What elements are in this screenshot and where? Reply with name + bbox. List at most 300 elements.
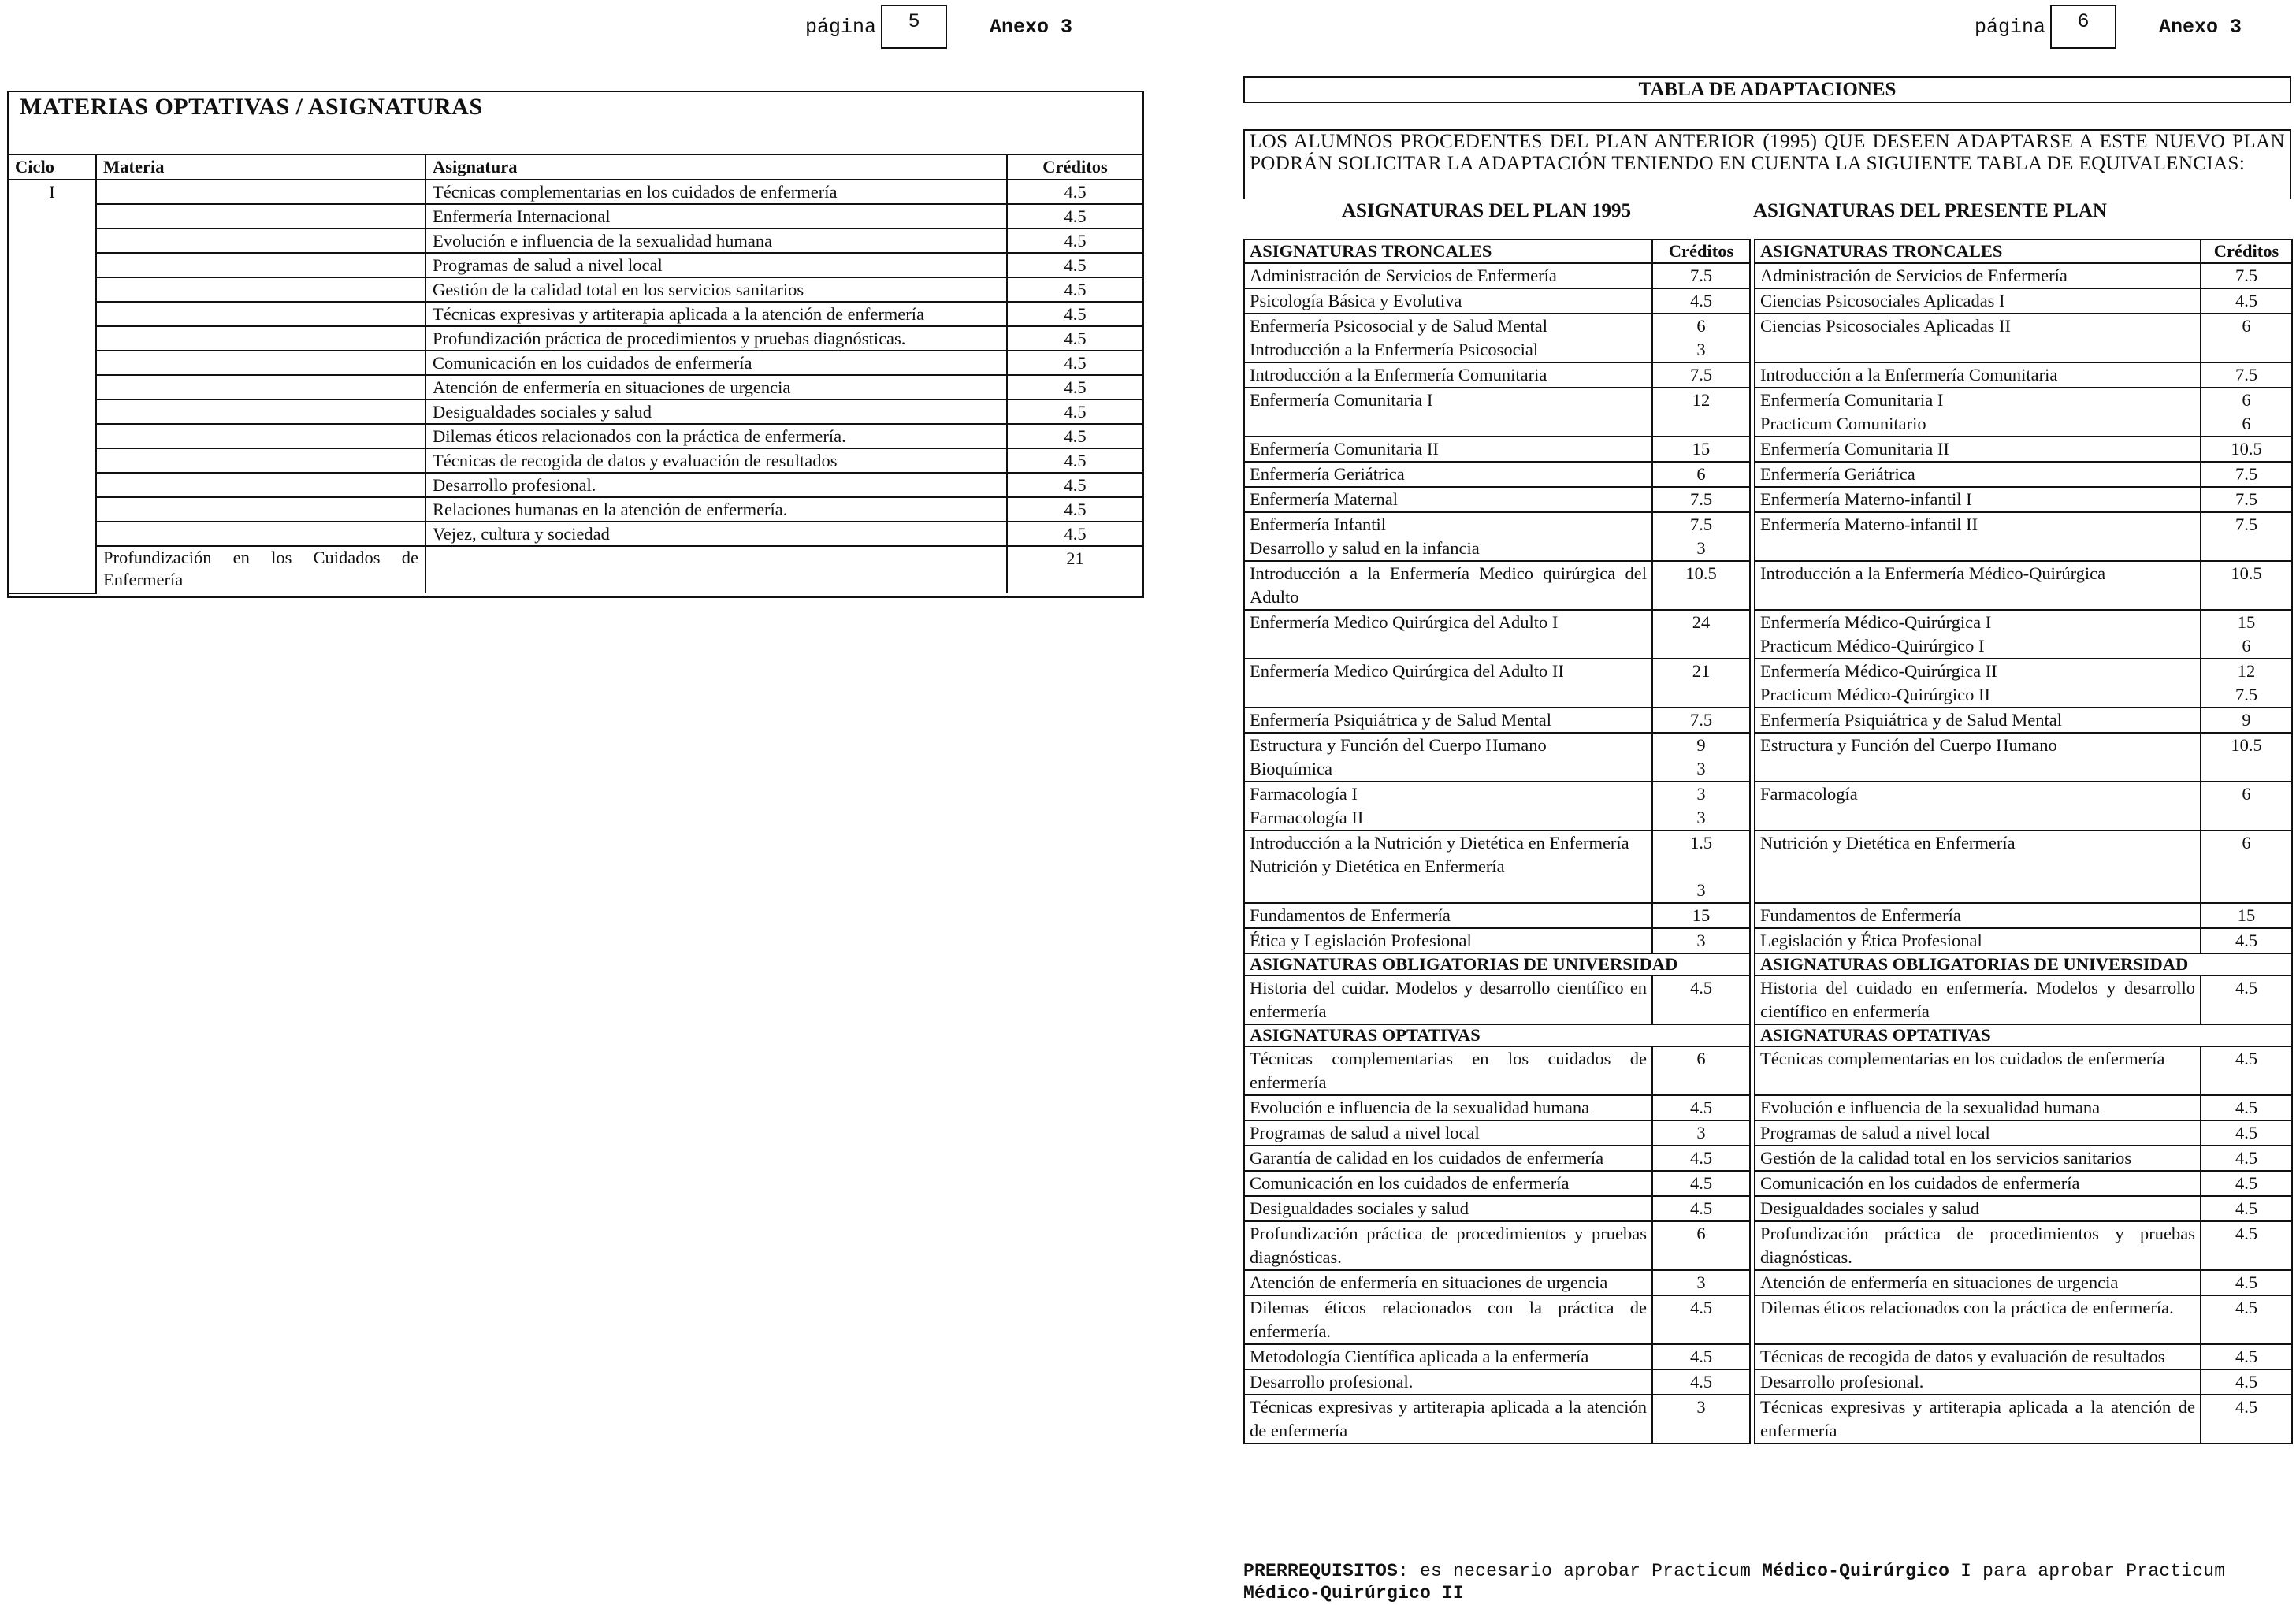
new-credits: 4.5 xyxy=(2235,1198,2258,1218)
page-number-box: 5 xyxy=(881,5,947,49)
new-subject: Comunicación en los cuidados de enfermería xyxy=(1760,1173,2080,1193)
old-credits: 4.5 xyxy=(1689,1198,1713,1218)
materia-cell xyxy=(96,375,425,399)
new-credits: 4.5 xyxy=(2235,1123,2258,1142)
adaptacion-row xyxy=(1244,830,2292,903)
materia-cell xyxy=(96,277,425,302)
old-credits: 6 xyxy=(1696,1224,1706,1243)
optativas-row xyxy=(9,326,1142,351)
creditos-cell: 4.5 xyxy=(1007,399,1142,424)
old-credits: 3 xyxy=(1696,538,1706,558)
new-subject-cell xyxy=(1755,1221,2201,1270)
header-old-creditos: Créditos xyxy=(1652,240,1750,263)
new-subject: Enfermería Médico-Quirúrgica I xyxy=(1760,612,1992,632)
new-subject: Legislación y Ética Profesional xyxy=(1760,931,1982,950)
old-credits: 1.5 xyxy=(1689,833,1713,853)
new-credits-cell xyxy=(2201,830,2292,903)
new-subject-cell xyxy=(1755,362,2201,388)
old-subject-cell xyxy=(1244,1295,1652,1344)
old-credits-cell xyxy=(1652,733,1750,782)
old-credits-cell xyxy=(1652,928,1750,953)
adaptacion-row xyxy=(1244,288,2292,314)
adaptacion-row xyxy=(1244,388,2292,437)
new-subject: Técnicas complementarias en los cuidados de enfermería xyxy=(1760,1049,2165,1068)
new-credits-cell xyxy=(2201,462,2292,487)
new-credits-cell xyxy=(2201,975,2292,1024)
new-credits-cell xyxy=(2201,1095,2292,1120)
new-credits-cell xyxy=(2201,928,2292,953)
new-subject: Introducción a la Enfermería Médico-Quirúrgica xyxy=(1760,563,2106,583)
new-credits: 6 xyxy=(2242,833,2251,853)
new-subject-cell xyxy=(1755,1295,2201,1344)
new-credits: 4.5 xyxy=(2235,1098,2258,1117)
new-subject: Programas de salud a nivel local xyxy=(1760,1123,1990,1142)
creditos-cell: 4.5 xyxy=(1007,277,1142,302)
header-new-troncales: ASIGNATURAS TRONCALES xyxy=(1755,240,2201,263)
old-subject: Introducción a la Enfermería Psicosocial xyxy=(1250,340,1539,359)
section-heading-old: ASIGNATURAS OPTATIVAS xyxy=(1244,1024,1750,1046)
new-subject-cell xyxy=(1755,1146,2201,1171)
optativas-row xyxy=(9,277,1142,302)
old-credits: 4.5 xyxy=(1689,291,1713,310)
adaptacion-row xyxy=(1244,362,2292,388)
right-page-header xyxy=(1975,5,2242,49)
creditos-cell: 4.5 xyxy=(1007,448,1142,473)
new-credits: 7.5 xyxy=(2235,266,2258,285)
old-subject: Enfermería Medico Quirúrgica del Adulto I xyxy=(1250,612,1559,632)
optativas-row xyxy=(9,448,1142,473)
old-credits-cell xyxy=(1652,437,1750,462)
adaptaciones-title: TABLA DE ADAPTACIONES xyxy=(1243,76,2291,103)
new-credits-cell xyxy=(2201,1146,2292,1171)
old-credits: 4.5 xyxy=(1689,978,1713,998)
asignatura-cell: Vejez, cultura y sociedad xyxy=(425,522,1007,546)
creditos-cell: 4.5 xyxy=(1007,522,1142,546)
new-subject-cell xyxy=(1755,708,2201,733)
old-credits: 3 xyxy=(1696,880,1706,900)
adaptaciones-intro: LOS ALUMNOS PROCEDENTES DEL PLAN ANTERIOR (1995) QUE DESEEN ADAPTARSE A ESTE NUEVO PLAN PODRÁN SOLICITAR LA ADAPTACIÓN TENIENDO EN CUENTA LA SIGUIENTE TABLA DE EQUIVALENCIAS: xyxy=(1243,129,2291,199)
new-subject: Enfermería Materno-infantil II xyxy=(1760,515,1978,534)
new-credits-cell xyxy=(2201,659,2292,708)
old-credits: 4.5 xyxy=(1689,1372,1713,1391)
asignatura-cell: Desarrollo profesional. xyxy=(425,473,1007,497)
old-subject-cell xyxy=(1244,1046,1652,1095)
optativas-section xyxy=(7,91,1144,598)
materia-cell xyxy=(96,399,425,424)
old-credits: 4.5 xyxy=(1689,1298,1713,1317)
new-credits: 6 xyxy=(2242,414,2251,433)
old-credits: 3 xyxy=(1696,808,1706,827)
asignatura-cell: Dilemas éticos relacionados con la práctica de enfermería. xyxy=(425,424,1007,448)
left-page-header xyxy=(805,5,1072,49)
optativas-row xyxy=(9,228,1142,253)
new-subject-cell xyxy=(1755,1369,2201,1395)
new-subject-cell xyxy=(1755,388,2201,437)
new-subject: Practicum Médico-Quirúrgico II xyxy=(1760,685,1990,704)
new-credits: 6 xyxy=(2242,636,2251,656)
creditos-cell: 4.5 xyxy=(1007,253,1142,277)
new-credits-cell xyxy=(2201,1295,2292,1344)
adaptacion-row xyxy=(1244,512,2292,561)
new-subject-cell xyxy=(1755,462,2201,487)
optativas-row xyxy=(9,204,1142,228)
new-subject: Enfermería Psiquiátrica y de Salud Mental xyxy=(1760,710,2063,730)
materia-cell xyxy=(96,253,425,277)
old-subject: Farmacología I xyxy=(1250,784,1358,804)
section-heading-new: ASIGNATURAS OPTATIVAS xyxy=(1755,1024,2292,1046)
old-credits: 3 xyxy=(1696,784,1706,804)
old-credits-cell xyxy=(1652,830,1750,903)
old-subject: Comunicación en los cuidados de enfermería xyxy=(1250,1173,1570,1193)
header-creditos: Créditos xyxy=(1007,154,1142,180)
old-credits: 4.5 xyxy=(1689,1148,1713,1168)
old-subject: Evolución e influencia de la sexualidad humana xyxy=(1250,1098,1590,1117)
materia-cell xyxy=(96,351,425,375)
old-credits-cell xyxy=(1652,388,1750,437)
adaptacion-row xyxy=(1244,708,2292,733)
old-credits: 7.5 xyxy=(1689,489,1713,509)
old-subject: Estructura y Función del Cuerpo Humano xyxy=(1250,735,1547,755)
page-label: página xyxy=(1975,15,2046,39)
new-subject-cell xyxy=(1755,1046,2201,1095)
obligatorias-heading-row xyxy=(1244,953,2292,975)
old-subject: Psicología Básica y Evolutiva xyxy=(1250,291,1462,310)
old-subject: Historia del cuidar. Modelos y desarrollo científico en enfermería xyxy=(1250,978,1647,1021)
new-subject: Atención de enfermería en situaciones de urgencia xyxy=(1760,1272,2119,1292)
adaptacion-row xyxy=(1244,610,2292,659)
creditos-cell: 4.5 xyxy=(1007,204,1142,228)
adaptacion-row xyxy=(1244,733,2292,782)
old-credits: 6 xyxy=(1696,316,1706,336)
adaptacion-row xyxy=(1244,1221,2292,1270)
new-subject-cell xyxy=(1755,1344,2201,1369)
old-subject-cell xyxy=(1244,1120,1652,1146)
materia-cell xyxy=(96,228,425,253)
materia-cell xyxy=(96,448,425,473)
prerequisitos-note xyxy=(1243,1560,2296,1604)
old-subject-cell xyxy=(1244,1395,1652,1443)
materia-cell xyxy=(96,180,425,204)
old-subject: Enfermería Medico Quirúrgica del Adulto II xyxy=(1250,661,1564,681)
old-credits: 3 xyxy=(1696,1123,1706,1142)
adaptacion-row xyxy=(1244,1270,2292,1295)
materia-cell xyxy=(96,522,425,546)
optativas-row xyxy=(9,253,1142,277)
new-subject: Enfermería Comunitaria I xyxy=(1760,390,1944,410)
new-subject-cell xyxy=(1755,561,2201,610)
adaptacion-row xyxy=(1244,1395,2292,1443)
materia-cell xyxy=(96,302,425,326)
old-credits: 4.5 xyxy=(1689,1098,1713,1117)
adaptacion-row xyxy=(1244,659,2292,708)
new-credits: 4.5 xyxy=(2235,291,2258,310)
old-subject: Enfermería Psiquiátrica y de Salud Mental xyxy=(1250,710,1552,730)
old-credits-cell xyxy=(1652,288,1750,314)
old-subject-cell xyxy=(1244,561,1652,610)
creditos-cell: 4.5 xyxy=(1007,497,1142,522)
optativas-row xyxy=(9,180,1142,204)
old-credits-cell xyxy=(1652,782,1750,830)
adaptacion-row xyxy=(1244,1095,2292,1120)
new-credits-cell xyxy=(2201,314,2292,362)
adaptacion-row xyxy=(1244,782,2292,830)
new-subject-cell xyxy=(1755,782,2201,830)
adaptacion-row xyxy=(1244,487,2292,512)
optativas-table xyxy=(9,154,1142,594)
adaptacion-row xyxy=(1244,975,2292,1024)
old-credits: 6 xyxy=(1696,464,1706,484)
old-subject: Introducción a la Enfermería Medico quirúrgica del Adulto xyxy=(1250,563,1647,607)
new-subject-cell xyxy=(1755,1171,2201,1196)
old-credits-cell xyxy=(1652,512,1750,561)
new-subject: Ciencias Psicosociales Aplicadas I xyxy=(1760,291,2005,310)
old-subject: Farmacología II xyxy=(1250,808,1364,827)
new-subject-cell xyxy=(1755,659,2201,708)
optativas-row xyxy=(9,473,1142,497)
creditos-cell: 4.5 xyxy=(1007,424,1142,448)
adaptaciones-header-row xyxy=(1244,240,2292,263)
new-credits: 4.5 xyxy=(2235,1224,2258,1243)
new-credits: 4.5 xyxy=(2235,1397,2258,1417)
asignatura-cell: Comunicación en los cuidados de enfermería xyxy=(425,351,1007,375)
old-subject: Fundamentos de Enfermería xyxy=(1250,905,1451,925)
old-subject-cell xyxy=(1244,733,1652,782)
annex-label: Anexo 3 xyxy=(990,15,1073,39)
header-old-troncales: ASIGNATURAS TRONCALES xyxy=(1244,240,1652,263)
new-subject-cell xyxy=(1755,1095,2201,1120)
new-subject: Profundización práctica de procedimientos y pruebas diagnósticas. xyxy=(1760,1224,2195,1267)
new-credits-cell xyxy=(2201,512,2292,561)
new-credits: 15 xyxy=(2237,905,2256,925)
old-credits: 3 xyxy=(1696,1272,1706,1292)
old-subject-cell xyxy=(1244,708,1652,733)
asignatura-cell: Técnicas complementarias en los cuidados de enfermería xyxy=(425,180,1007,204)
creditos-cell: 4.5 xyxy=(1007,302,1142,326)
old-credits: 15 xyxy=(1692,905,1711,925)
new-subject-cell xyxy=(1755,487,2201,512)
new-credits-cell xyxy=(2201,1344,2292,1369)
old-credits-cell xyxy=(1652,1270,1750,1295)
old-subject-cell xyxy=(1244,830,1652,903)
old-credits: 12 xyxy=(1692,390,1711,410)
optativas-title: MATERIAS OPTATIVAS / ASIGNATURAS xyxy=(20,94,483,120)
new-credits: 4.5 xyxy=(2235,1049,2258,1068)
new-subject: Administración de Servicios de Enfermería xyxy=(1760,266,2068,285)
old-subject: Administración de Servicios de Enfermería xyxy=(1250,266,1557,285)
materia-cell xyxy=(96,424,425,448)
asignatura-cell: Desigualdades sociales y salud xyxy=(425,399,1007,424)
old-subject: Enfermería Infantil xyxy=(1250,515,1387,534)
old-credits-cell xyxy=(1652,975,1750,1024)
header-new-creditos: Créditos xyxy=(2201,240,2292,263)
new-subject-cell xyxy=(1755,830,2201,903)
new-credits: 6 xyxy=(2242,390,2251,410)
old-subject: Enfermería Comunitaria II xyxy=(1250,439,1439,459)
new-credits: 7.5 xyxy=(2235,515,2258,534)
new-subject-cell xyxy=(1755,437,2201,462)
adaptacion-row xyxy=(1244,561,2292,610)
new-subject-cell xyxy=(1755,512,2201,561)
old-credits-cell xyxy=(1652,1395,1750,1443)
new-subject: Fundamentos de Enfermería xyxy=(1760,905,1961,925)
old-subject-cell xyxy=(1244,1095,1652,1120)
new-credits: 6 xyxy=(2242,784,2251,804)
adaptacion-row xyxy=(1244,1196,2292,1221)
new-credits: 10.5 xyxy=(2231,439,2262,459)
new-credits: 7.5 xyxy=(2235,365,2258,385)
old-credits-cell xyxy=(1652,1295,1750,1344)
old-subject-cell xyxy=(1244,437,1652,462)
old-subject: Profundización práctica de procedimientos y pruebas diagnósticas. xyxy=(1250,1224,1647,1267)
adaptacion-row xyxy=(1244,437,2292,462)
new-subject-cell xyxy=(1755,1196,2201,1221)
adaptacion-row xyxy=(1244,1295,2292,1344)
prerequisitos-text-2: I para aprobar Practicum xyxy=(1949,1561,2226,1581)
old-credits-cell xyxy=(1652,1369,1750,1395)
old-subject-cell xyxy=(1244,1369,1652,1395)
new-credits-cell xyxy=(2201,388,2292,437)
new-subject: Practicum Médico-Quirúrgico I xyxy=(1760,636,1985,656)
old-subject-cell xyxy=(1244,659,1652,708)
old-subject-cell xyxy=(1244,362,1652,388)
old-subject: Desigualdades sociales y salud xyxy=(1250,1198,1469,1218)
new-credits-cell xyxy=(2201,1369,2292,1395)
adaptacion-row xyxy=(1244,462,2292,487)
old-credits-cell xyxy=(1652,1221,1750,1270)
old-subject-cell xyxy=(1244,782,1652,830)
old-subject: Ética y Legislación Profesional xyxy=(1250,931,1472,950)
optativas-row xyxy=(9,375,1142,399)
old-subject-cell xyxy=(1244,1270,1652,1295)
new-credits-cell xyxy=(2201,1171,2292,1196)
materia-cell xyxy=(96,497,425,522)
prerequisitos-text-1: : es necesario aprobar Practicum xyxy=(1398,1561,1763,1581)
new-subject-cell xyxy=(1755,975,2201,1024)
old-credits-cell xyxy=(1652,708,1750,733)
new-subject-cell xyxy=(1755,314,2201,362)
new-subject-cell xyxy=(1755,263,2201,288)
old-credits: 4.5 xyxy=(1689,1173,1713,1193)
new-subject: Desarrollo profesional. xyxy=(1760,1372,1924,1391)
old-subject: Programas de salud a nivel local xyxy=(1250,1123,1480,1142)
optativas-row xyxy=(9,497,1142,522)
old-credits: 3 xyxy=(1696,340,1706,359)
section-heading-old: ASIGNATURAS OBLIGATORIAS DE UNIVERSIDAD xyxy=(1244,953,1750,975)
old-subject: Enfermería Comunitaria I xyxy=(1250,390,1433,410)
new-credits-cell xyxy=(2201,561,2292,610)
old-credits: 7.5 xyxy=(1689,365,1713,385)
section-heading-new: ASIGNATURAS OBLIGATORIAS DE UNIVERSIDAD xyxy=(1755,953,2292,975)
new-credits-cell xyxy=(2201,1196,2292,1221)
new-credits: 4.5 xyxy=(2235,1173,2258,1193)
optativas-row xyxy=(9,522,1142,546)
old-subject: Dilemas éticos relacionados con la práctica de enfermería. xyxy=(1250,1298,1647,1341)
new-credits-cell xyxy=(2201,1395,2292,1443)
new-subject: Evolución e influencia de la sexualidad humana xyxy=(1760,1098,2101,1117)
asignatura-cell: Programas de salud a nivel local xyxy=(425,253,1007,277)
old-credits-cell xyxy=(1652,263,1750,288)
optativas-materia-row xyxy=(9,546,1142,593)
asignatura-cell: Enfermería Internacional xyxy=(425,204,1007,228)
header-asignatura: Asignatura xyxy=(425,154,1007,180)
new-subject: Nutrición y Dietética en Enfermería xyxy=(1760,833,2016,853)
new-credits-cell xyxy=(2201,610,2292,659)
new-subject-cell xyxy=(1755,733,2201,782)
old-credits-cell xyxy=(1652,1171,1750,1196)
creditos-cell: 4.5 xyxy=(1007,180,1142,204)
new-credits: 6 xyxy=(2242,316,2251,336)
plan-1995-heading: ASIGNATURAS DEL PLAN 1995 xyxy=(1342,200,1631,221)
old-credits: 6 xyxy=(1696,1049,1706,1068)
prerequisitos-bold-2: Médico-Quirúrgico II xyxy=(1243,1583,1465,1603)
new-credits-cell xyxy=(2201,1120,2292,1146)
creditos-cell: 4.5 xyxy=(1007,326,1142,351)
adaptacion-row xyxy=(1244,1046,2292,1095)
old-subject: Técnicas complementarias en los cuidados de enfermería xyxy=(1250,1049,1647,1092)
optativas-row xyxy=(9,424,1142,448)
adaptacion-row xyxy=(1244,1120,2292,1146)
old-subject-cell xyxy=(1244,512,1652,561)
old-credits: 3 xyxy=(1696,759,1706,778)
old-subject-cell xyxy=(1244,1171,1652,1196)
new-credits: 15 xyxy=(2237,612,2256,632)
adaptacion-row xyxy=(1244,1171,2292,1196)
old-credits: 15 xyxy=(1692,439,1711,459)
adaptacion-row xyxy=(1244,1146,2292,1171)
optativas-heading-row xyxy=(1244,1024,2292,1046)
new-credits: 9 xyxy=(2242,710,2251,730)
new-credits: 4.5 xyxy=(2235,1347,2258,1366)
old-subject-cell xyxy=(1244,1344,1652,1369)
asignatura-cell xyxy=(425,546,1007,593)
optativas-row xyxy=(9,399,1142,424)
adaptacion-row xyxy=(1244,1344,2292,1369)
new-credits: 4.5 xyxy=(2235,931,2258,950)
new-credits: 7.5 xyxy=(2235,464,2258,484)
old-subject: Garantía de calidad en los cuidados de enfermería xyxy=(1250,1148,1604,1168)
annex-label: Anexo 3 xyxy=(2159,15,2242,39)
old-credits-cell xyxy=(1652,487,1750,512)
prerequisitos-label: PRERREQUISITOS xyxy=(1243,1561,1399,1581)
asignatura-cell: Gestión de la calidad total en los servicios sanitarios xyxy=(425,277,1007,302)
new-credits-cell xyxy=(2201,708,2292,733)
adaptaciones-table xyxy=(1243,239,2293,1444)
old-credits: 3 xyxy=(1696,931,1706,950)
materia-cell xyxy=(96,473,425,497)
old-credits-cell xyxy=(1652,1344,1750,1369)
new-subject-cell xyxy=(1755,928,2201,953)
old-credits: 4.5 xyxy=(1689,1347,1713,1366)
creditos-cell: 4.5 xyxy=(1007,473,1142,497)
old-subject-cell xyxy=(1244,610,1652,659)
old-credits-cell xyxy=(1652,1120,1750,1146)
new-credits: 4.5 xyxy=(2235,1372,2258,1391)
new-credits: 4.5 xyxy=(2235,978,2258,998)
old-subject: Bioquímica xyxy=(1250,759,1332,778)
asignatura-cell: Atención de enfermería en situaciones de urgencia xyxy=(425,375,1007,399)
adaptacion-row xyxy=(1244,903,2292,928)
new-credits: 12 xyxy=(2237,661,2256,681)
old-credits: 9 xyxy=(1696,735,1706,755)
old-subject-cell xyxy=(1244,288,1652,314)
new-credits-cell xyxy=(2201,1221,2292,1270)
old-credits: 21 xyxy=(1692,661,1711,681)
new-credits: 4.5 xyxy=(2235,1298,2258,1317)
old-subject: Metodología Científica aplicada a la enfermería xyxy=(1250,1347,1589,1366)
old-subject-cell xyxy=(1244,388,1652,437)
old-subject-cell xyxy=(1244,903,1652,928)
page-number-box: 6 xyxy=(2050,5,2116,49)
